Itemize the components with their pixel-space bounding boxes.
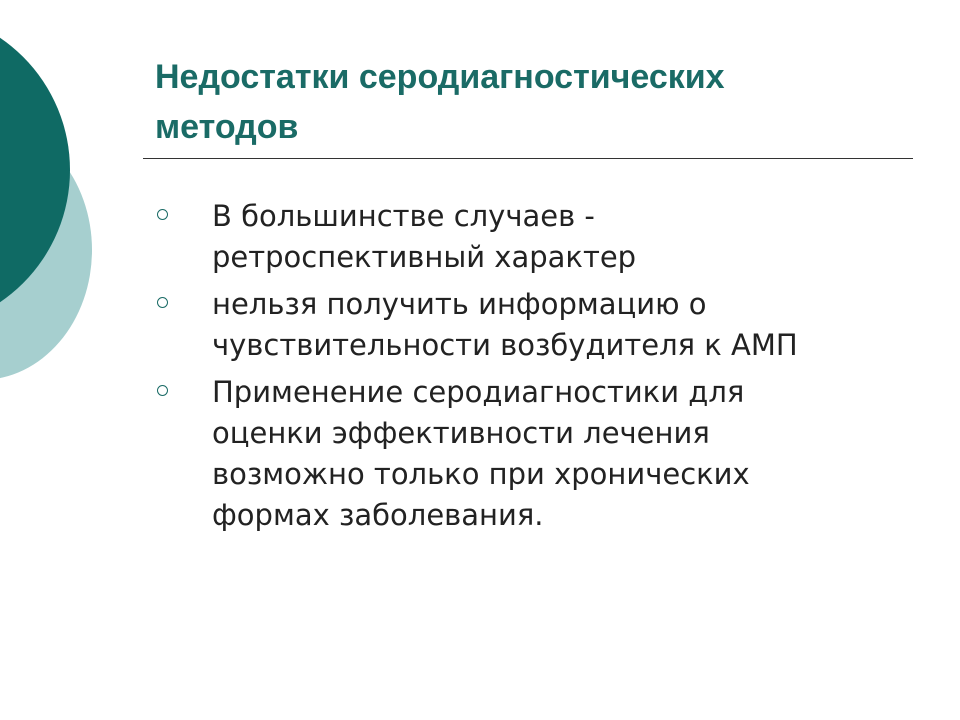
bullet-line: В большинстве случаев - [212, 199, 595, 233]
bullet-text [212, 196, 960, 278]
bullet-line: нельзя получить информацию о [212, 287, 707, 321]
bullet-line: возможно только при хронических [212, 457, 750, 491]
bullet-item [0, 284, 960, 366]
bullet-text [212, 284, 960, 366]
bullet-line: ретроспективный характер [212, 240, 637, 274]
bullet-line: формах заболевания. [212, 498, 544, 532]
bullet-line: Применение серодиагностики для [212, 375, 745, 409]
bullet-text [212, 372, 960, 536]
title-line: методов [155, 108, 299, 146]
bullet-item [0, 196, 960, 278]
slide-title [155, 52, 915, 152]
bullet-item [0, 372, 960, 536]
title-divider [143, 158, 913, 159]
hollow-circle-bullet-icon [157, 209, 168, 220]
bullet-line: чувствительности возбудителя к АМП [212, 328, 798, 362]
bullet-line: оценки эффективности лечения [212, 416, 710, 450]
hollow-circle-bullet-icon [157, 385, 168, 396]
hollow-circle-bullet-icon [157, 297, 168, 308]
title-line: Недостатки серодиагностических [155, 58, 725, 96]
bullet-list [0, 196, 960, 542]
